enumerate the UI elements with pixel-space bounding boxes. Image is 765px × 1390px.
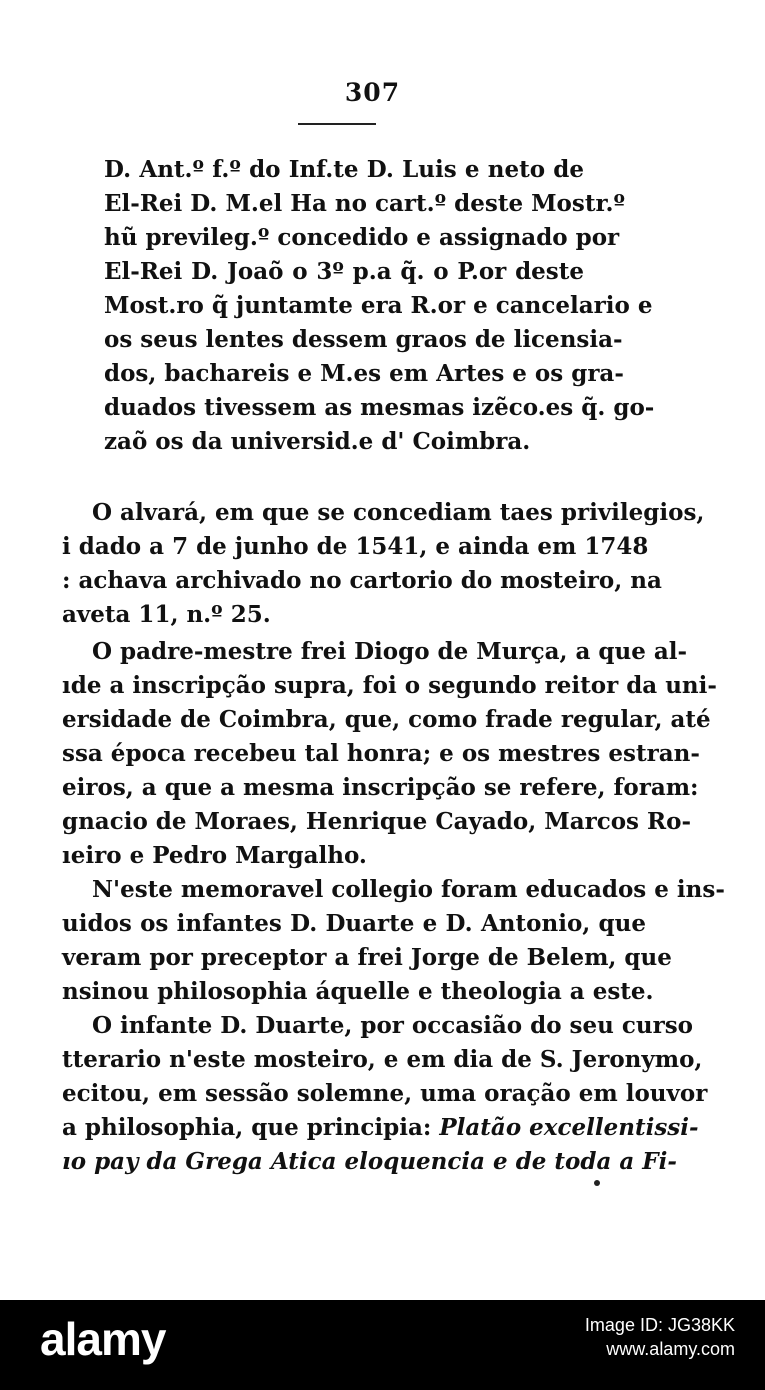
- quote-line: Most.ro q̃ juntamte era R.or e cancelario e: [104, 292, 653, 319]
- body-line: ıde a inscripção supra, foi o segundo reitor da uni-: [62, 672, 717, 699]
- quote-line: hũ previleg.º concedido e assignado por: [104, 224, 620, 251]
- body-line-italic: ıo pay da Grega Atica eloquencia e de toda a Fi-: [62, 1148, 677, 1175]
- quote-line: El-Rei D. M.el Ha no cart.º deste Mostr.º: [104, 190, 625, 217]
- header-rule: [298, 123, 376, 125]
- alamy-logo: alamy: [40, 1313, 166, 1365]
- body-line: uidos os infantes D. Duarte e D. Antonio, que: [62, 910, 646, 937]
- quote-line: El-Rei D. Joaõ o 3º p.a q̃. o P.or deste: [104, 258, 584, 285]
- body-line: O padre-mestre frei Diogo de Murça, a que al-: [92, 638, 688, 665]
- body-line: N'este memoravel collegio foram educados e ins-: [92, 876, 725, 903]
- body-line: ssa época recebeu tal honra; e os mestres estran-: [62, 740, 700, 767]
- body-line: nsinou philosophia áquelle e theologia a este.: [62, 978, 654, 1005]
- body-line: veram por preceptor a frei Jorge de Belem, que: [62, 944, 672, 971]
- body-line: : achava archivado no cartorio do mosteiro, na: [62, 567, 662, 594]
- quote-line: os seus lentes dessem graos de licensia-: [104, 326, 623, 353]
- body-line: eiros, a que a mesma inscripção se refere, foram:: [62, 774, 699, 801]
- body-line: ersidade de Coimbra, que, como frade regular, até: [62, 706, 711, 733]
- body-line-italic: Platão excellentissi-: [439, 1114, 699, 1141]
- body-line-mixed: [62, 1113, 699, 1143]
- site-url: www.alamy.com: [606, 1339, 735, 1359]
- image-id: Image ID: JG38KK: [584, 1315, 735, 1335]
- body-line-roman: a philosophia, que principia:: [62, 1114, 432, 1141]
- body-line: O alvará, em que se concediam taes privilegios,: [92, 499, 705, 526]
- body-line: tterario n'este mosteiro, e em dia de S. Jeronymo,: [62, 1046, 703, 1073]
- quote-line: dos, bachareis e M.es em Artes e os gra-: [104, 360, 624, 387]
- body-line: ıeiro e Pedro Margalho.: [62, 842, 367, 869]
- body-line: gnacio de Moraes, Henrique Cayado, Marcos Ro-: [62, 808, 692, 835]
- quote-line: D. Ant.º f.º do Inf.te D. Luis e neto de: [104, 156, 584, 183]
- footer-image-info: [585, 1313, 735, 1361]
- body-line: aveta 11, n.º 25.: [62, 601, 271, 628]
- body-line: i dado a 7 de junho de 1541, e ainda em 1748: [62, 533, 649, 560]
- ink-speck: [594, 1180, 600, 1186]
- quote-line: duados tivessem as mesmas izẽco.es q̃. go-: [104, 394, 655, 421]
- page-number: 307: [344, 78, 401, 107]
- quote-line: zaõ os da universid.e d' Coimbra.: [104, 428, 531, 455]
- body-line: ecitou, em sessão solemne, uma oração em louvor: [62, 1080, 708, 1107]
- body-line: O infante D. Duarte, por occasião do seu curso: [92, 1012, 693, 1039]
